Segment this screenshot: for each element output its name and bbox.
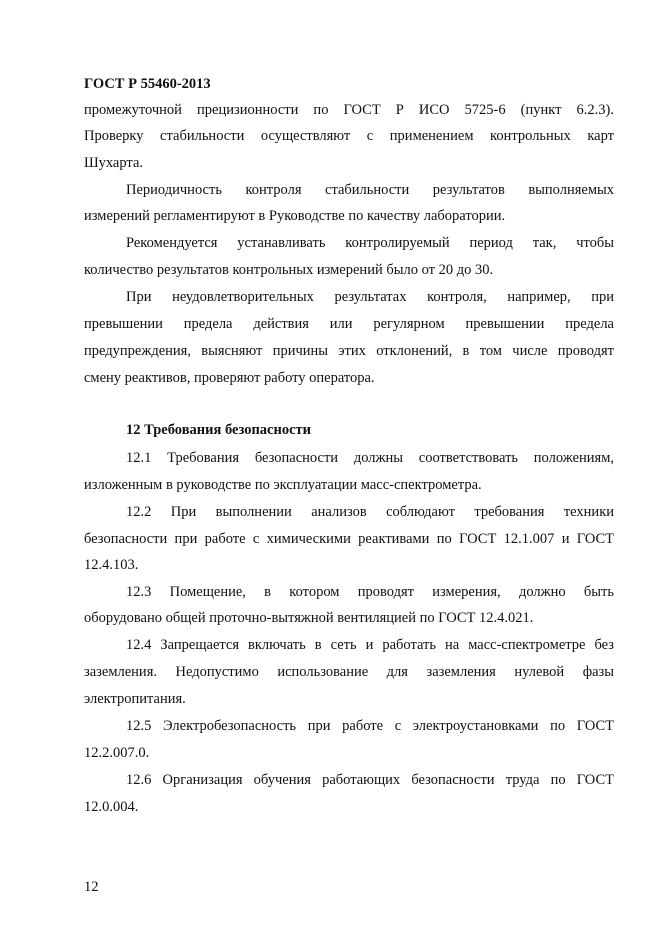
text-line: 12.1 Требования безопасности должны соответствовать положениям, — [126, 450, 614, 466]
text-line: 12.4.103. — [84, 557, 139, 573]
text-line: заземления. Недопустимо использование для заземления нулевой фазы — [84, 664, 614, 680]
text-line: 12.0.004. — [84, 799, 139, 815]
text-line: 12.5 Электробезопасность при работе с электроустановками по ГОСТ — [126, 718, 614, 734]
text-line: Проверку стабильности осуществляют с применением контрольных карт — [84, 128, 614, 144]
text-line: оборудовано общей проточно-вытяжной вентиляцией по ГОСТ 12.4.021. — [84, 610, 534, 626]
text-line: измерений регламентируют в Руководстве по качеству лаборатории. — [84, 208, 506, 224]
text-line: изложенным в руководстве по эксплуатации масс-спектрометра. — [84, 477, 482, 493]
text-line: Шухарта. — [84, 155, 144, 171]
document-header: ГОСТ Р 55460-2013 — [84, 76, 211, 92]
text-line: 12.2.007.0. — [84, 745, 150, 761]
text-line: электропитания. — [84, 691, 186, 707]
text-line: Рекомендуется устанавливать контролируемый период так, чтобы — [126, 235, 614, 251]
text-line: Периодичность контроля стабильности результатов выполняемых — [126, 182, 614, 198]
text-line: безопасности при работе с химическими реактивами по ГОСТ 12.1.007 и ГОСТ — [84, 531, 614, 547]
text-line: смену реактивов, проверяют работу оператора. — [84, 370, 375, 386]
text-line: При неудовлетворительных результатах контроля, например, при — [126, 289, 614, 305]
text-line: предупреждения, выясняют причины этих отклонений, в том числе проводят — [84, 343, 614, 359]
section-heading: 12 Требования безопасности — [126, 422, 311, 438]
text-line: 12.3 Помещение, в котором проводят измерения, должно быть — [126, 584, 614, 600]
text-line: превышении предела действия или регулярном превышении предела — [84, 316, 614, 332]
page-number: 12 — [84, 879, 99, 895]
text-line: количество результатов контрольных измерений было от 20 до 30. — [84, 262, 494, 278]
text-line: 12.6 Организация обучения работающих безопасности труда по ГОСТ — [126, 772, 614, 788]
text-line: 12.4 Запрещается включать в сеть и работать на масс-спектрометре без — [126, 637, 614, 653]
text-line: промежуточной прецизионности по ГОСТ Р ИСО 5725-6 (пункт 6.2.3). — [84, 102, 614, 118]
text-line: 12.2 При выполнении анализов соблюдают требования техники — [126, 504, 614, 520]
